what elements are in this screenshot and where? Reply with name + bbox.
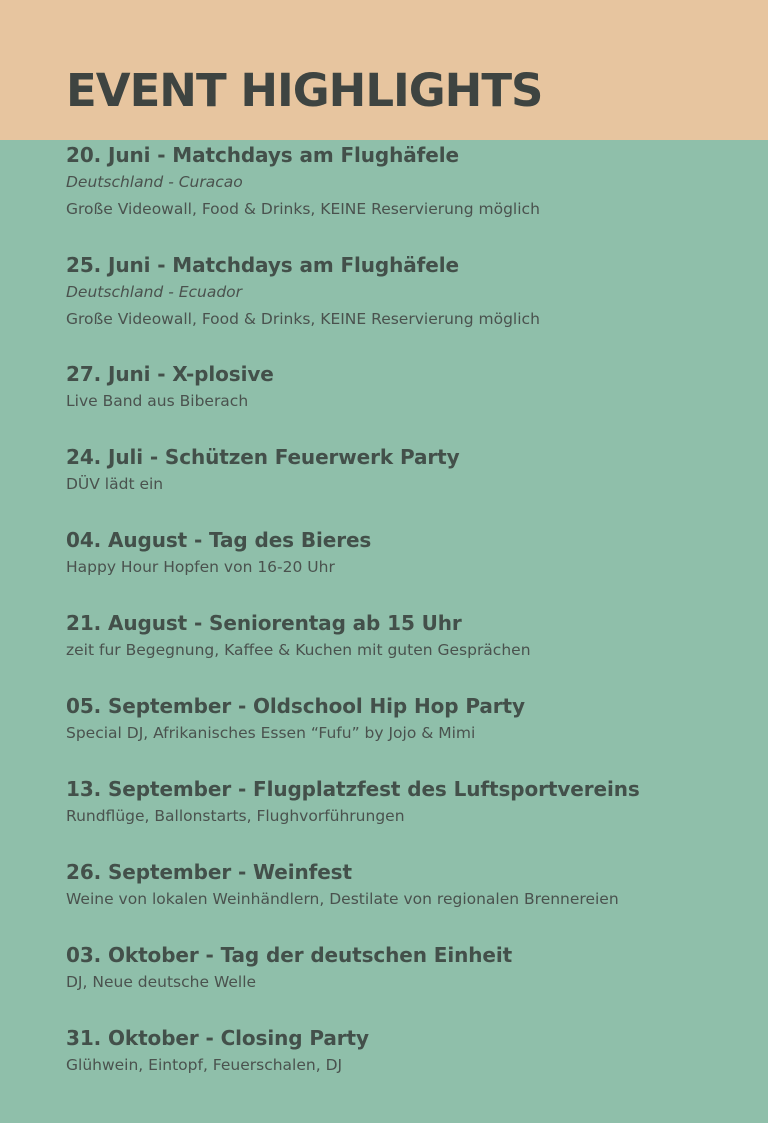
event-description: DÜV lädt ein	[66, 475, 164, 493]
event-description: Große Videowall, Food & Drinks, KEINE Reservierung möglich	[66, 200, 540, 218]
event-item-matchday-ecuador	[66, 252, 756, 333]
event-subtitle: Deutschland - Ecuador	[66, 283, 243, 301]
header-banner	[0, 0, 768, 140]
event-title: 04. August - Tag des Bieres	[66, 528, 372, 552]
event-item-seniorentag	[66, 610, 756, 664]
event-title: 21. August - Seniorentag ab 15 Uhr	[66, 611, 462, 635]
event-description: Weine von lokalen Weinhändlern, Destilate von regionalen Brennereien	[66, 890, 619, 908]
event-description: Glühwein, Eintopf, Feuerschalen, DJ	[66, 1056, 343, 1074]
event-title: 13. September - Flugplatzfest des Luftsportvereins	[66, 777, 640, 801]
event-description: Live Band aus Biberach	[66, 392, 249, 410]
event-title: 26. September - Weinfest	[66, 860, 352, 884]
event-item-x-plosive	[66, 361, 756, 415]
event-title: 05. September - Oldschool Hip Hop Party	[66, 694, 525, 718]
event-item-hip-hop-party	[66, 693, 756, 747]
event-title: 27. Juni - X-plosive	[66, 362, 274, 386]
event-item-weinfest	[66, 859, 756, 913]
event-description: Große Videowall, Food & Drinks, KEINE Reservierung möglich	[66, 310, 540, 328]
event-title: 31. Oktober - Closing Party	[66, 1026, 369, 1050]
event-item-flugplatzfest	[66, 776, 756, 830]
event-item-deutsche-einheit	[66, 942, 756, 996]
event-title: 24. Juli - Schützen Feuerwerk Party	[66, 445, 460, 469]
event-title: 03. Oktober - Tag der deutschen Einheit	[66, 943, 513, 967]
event-title: 25. Juni - Matchdays am Flughäfele	[66, 253, 459, 277]
event-item-feuerwerk-party	[66, 444, 756, 498]
event-subtitle: Deutschland - Curacao	[66, 173, 243, 191]
event-item-closing-party	[66, 1025, 756, 1079]
event-item-matchday-curacao	[66, 142, 756, 223]
event-description: zeit fur Begegnung, Kaffee & Kuchen mit guten Gesprächen	[66, 641, 531, 659]
event-item-tag-des-bieres	[66, 527, 756, 581]
event-title: 20. Juni - Matchdays am Flughäfele	[66, 143, 459, 167]
page-title: EVENT HIGHLIGHTS	[66, 64, 543, 117]
event-description: Happy Hour Hopfen von 16-20 Uhr	[66, 558, 335, 576]
event-description: Special DJ, Afrikanisches Essen “Fufu” by Jojo & Mimi	[66, 724, 476, 742]
event-list	[66, 142, 756, 1079]
event-description: Rundflüge, Ballonstarts, Flughvorführungen	[66, 807, 405, 825]
event-description: DJ, Neue deutsche Welle	[66, 973, 257, 991]
